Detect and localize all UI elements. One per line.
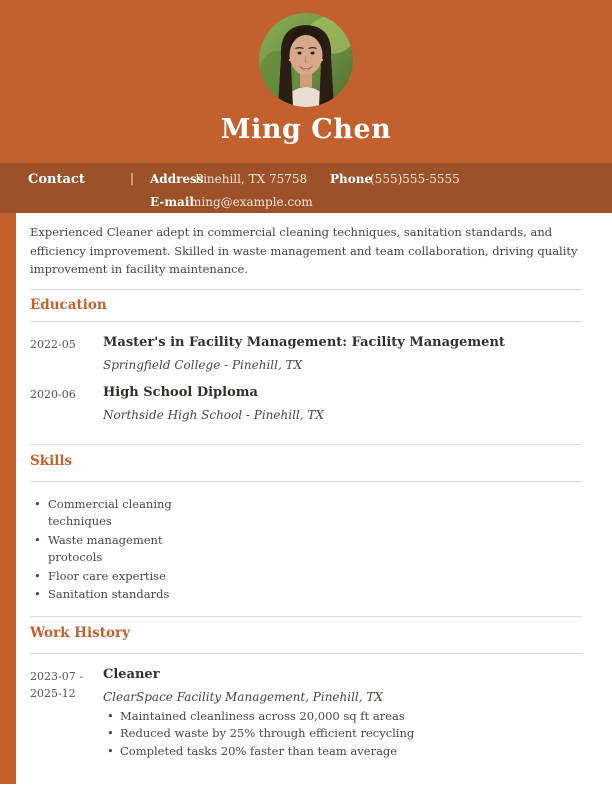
divider [30,289,582,290]
profile-photo [259,13,353,107]
candidate-name: Ming Chen [220,114,392,145]
divider [30,481,582,482]
bullet-icon: • [34,587,41,601]
entry-body [103,334,582,372]
skill-item [34,586,180,604]
education-section-title: Education [30,296,107,313]
date-end: 2025-12 [30,686,76,700]
achievement-item [107,743,582,761]
skill-text: Floor care expertise [48,568,166,583]
degree-title: Master's in Facility Management: Facility Management [103,334,505,350]
divider [30,444,582,445]
skill-text: Waste management protocols [48,532,163,564]
left-accent-strip [0,213,16,784]
divider [30,653,582,654]
achievement-item [107,708,582,726]
profile-photo-illustration [259,13,353,107]
skill-text: Commercial cleaning techniques [48,496,172,528]
skill-item [34,532,180,567]
contact-separator: | [130,171,135,185]
achievement-text: Reduced waste by 25% through efficient recycling [120,726,415,740]
resume-body [30,213,582,760]
entry-body [103,384,582,422]
bullet-icon: • [34,568,41,583]
entry-body [103,666,582,761]
contact-bar [0,163,612,213]
achievement-text: Completed tasks 20% faster than team average [120,743,398,758]
degree-title: High School Diploma [103,384,258,400]
bullet-icon: • [34,496,41,511]
email-label: E-mail [150,195,194,209]
skill-item [34,496,180,531]
date-start: 2023-07 - [30,669,83,683]
divider [30,616,582,617]
entry-date: 2022-05 [30,337,76,351]
entry-date: 2020-06 [30,387,76,401]
phone-label: Phone [330,172,373,186]
phone-value: (555)555-5555 [370,172,460,186]
contact-heading: Contact [28,172,85,187]
entry-date-range [30,666,103,761]
header [0,0,612,163]
work-history-section-title: Work History [30,624,130,641]
email-value: ming@example.com [190,195,313,209]
skills-list [30,496,180,604]
skill-text: Sanitation standards [48,587,170,601]
bullet-icon: • [107,726,114,740]
education-entry [30,334,582,372]
bullet-icon: • [107,708,114,723]
summary-text: Experienced Cleaner adept in commercial cleaning techniques, sanitation standards, and efficiency improvement. Skilled in waste management and team collaboration, driving quality improvement in facility maintenance. [30,225,578,276]
bullet-icon: • [34,532,41,547]
work-achievements-list [103,708,582,761]
achievement-text: Maintained cleanliness across 20,000 sq ft areas [120,708,405,723]
address-label: Address [150,172,204,186]
education-entry [30,384,582,422]
address-value: Pinehill, TX 75758 [195,172,308,186]
work-entry [30,666,582,761]
bullet-icon: • [107,743,114,758]
divider [30,321,582,322]
achievement-item [107,725,582,743]
school-name: Northside High School - Pinehill, TX [103,407,324,422]
company-name: ClearSpace Facility Management, Pinehill, TX [103,689,383,704]
school-name: Springfield College - Pinehill, TX [103,357,303,372]
skills-section-title: Skills [30,452,73,469]
skill-item [34,568,180,586]
job-title: Cleaner [103,666,160,682]
